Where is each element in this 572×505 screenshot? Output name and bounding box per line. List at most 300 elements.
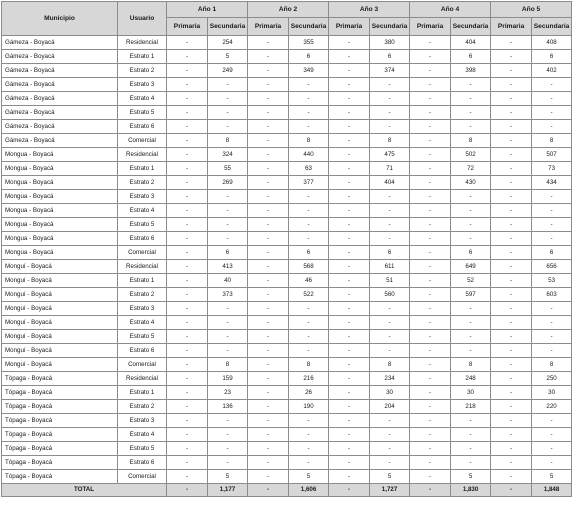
usuario-cell: Estrato 1 (118, 50, 167, 64)
municipio-cell: Gámeza - Boyacá (2, 64, 118, 78)
secundaria-cell: - (370, 92, 410, 106)
primaria-cell: - (329, 302, 370, 316)
primaria-cell: - (329, 162, 370, 176)
primaria-cell: - (491, 358, 532, 372)
secundaria-cell: 40 (208, 274, 248, 288)
primaria-cell: - (167, 232, 208, 246)
primaria-cell: - (491, 92, 532, 106)
table-row (2, 358, 572, 372)
secundaria-cell: 373 (208, 288, 248, 302)
secundaria-cell: - (289, 218, 329, 232)
primaria-cell: - (410, 302, 451, 316)
table-row (2, 204, 572, 218)
total-cell: - (329, 484, 370, 497)
primaria-cell: - (329, 246, 370, 260)
secundaria-cell: 8 (289, 134, 329, 148)
primaria-cell: - (248, 190, 289, 204)
municipio-cell: Gámeza - Boyacá (2, 106, 118, 120)
secundaria-cell: - (208, 316, 248, 330)
secundaria-cell: - (289, 442, 329, 456)
secundaria-cell: 8 (532, 134, 572, 148)
secundaria-cell: - (451, 428, 491, 442)
primaria-cell: - (410, 204, 451, 218)
primaria-cell: - (491, 470, 532, 484)
usuario-cell: Estrato 5 (118, 106, 167, 120)
secundaria-cell: 6 (370, 246, 410, 260)
primaria-cell: - (248, 428, 289, 442)
primaria-cell: - (167, 302, 208, 316)
table-row (2, 456, 572, 470)
usuario-cell: Comercial (118, 134, 167, 148)
secundaria-cell: - (451, 204, 491, 218)
secundaria-cell: - (289, 344, 329, 358)
primaria-cell: - (410, 414, 451, 428)
table-row (2, 372, 572, 386)
secundaria-cell: 52 (451, 274, 491, 288)
municipio-cell: Gámeza - Boyacá (2, 50, 118, 64)
primaria-cell: - (410, 36, 451, 50)
table-row (2, 316, 572, 330)
primaria-cell: - (167, 414, 208, 428)
header-primaria: Primaria (410, 18, 451, 36)
primaria-cell: - (248, 218, 289, 232)
primaria-cell: - (410, 372, 451, 386)
secundaria-cell: 218 (451, 400, 491, 414)
secundaria-cell: 8 (451, 134, 491, 148)
primaria-cell: - (491, 414, 532, 428)
secundaria-cell: 374 (370, 64, 410, 78)
secundaria-cell: 413 (208, 260, 248, 274)
municipio-cell: Monguí - Boyacá (2, 344, 118, 358)
header-year-5: Año 5 (491, 2, 572, 18)
primaria-cell: - (329, 414, 370, 428)
secundaria-cell: 6 (370, 50, 410, 64)
primaria-cell: - (248, 442, 289, 456)
header-year-2: Año 2 (248, 2, 329, 18)
table-row (2, 176, 572, 190)
secundaria-cell: - (451, 78, 491, 92)
secundaria-cell: 30 (532, 386, 572, 400)
primaria-cell: - (491, 400, 532, 414)
primaria-cell: - (491, 302, 532, 316)
primaria-cell: - (491, 330, 532, 344)
municipio-cell: Monguí - Boyacá (2, 302, 118, 316)
primaria-cell: - (329, 260, 370, 274)
primaria-cell: - (410, 470, 451, 484)
primaria-cell: - (491, 442, 532, 456)
secundaria-cell: - (532, 344, 572, 358)
usuario-cell: Estrato 3 (118, 78, 167, 92)
secundaria-cell: 234 (370, 372, 410, 386)
primaria-cell: - (491, 190, 532, 204)
table-row (2, 302, 572, 316)
primaria-cell: - (248, 64, 289, 78)
secundaria-cell: - (289, 232, 329, 246)
table-row (2, 120, 572, 134)
table-row (2, 260, 572, 274)
secundaria-cell: - (208, 456, 248, 470)
primaria-cell: - (248, 400, 289, 414)
municipio-cell: Tópaga - Boyacá (2, 372, 118, 386)
table-row (2, 274, 572, 288)
secundaria-cell: 250 (532, 372, 572, 386)
primaria-cell: - (410, 50, 451, 64)
secundaria-cell: - (451, 302, 491, 316)
secundaria-cell: - (289, 316, 329, 330)
header-municipio: Municipio (2, 2, 118, 36)
secundaria-cell: 55 (208, 162, 248, 176)
primaria-cell: - (491, 288, 532, 302)
primaria-cell: - (329, 120, 370, 134)
table-row (2, 64, 572, 78)
table-row (2, 36, 572, 50)
secundaria-cell: - (451, 442, 491, 456)
secundaria-cell: 46 (289, 274, 329, 288)
secundaria-cell: - (289, 92, 329, 106)
primaria-cell: - (410, 386, 451, 400)
table-body (2, 36, 572, 484)
primaria-cell: - (167, 428, 208, 442)
secundaria-cell: - (208, 120, 248, 134)
primaria-cell: - (329, 134, 370, 148)
primaria-cell: - (248, 316, 289, 330)
primaria-cell: - (248, 176, 289, 190)
secundaria-cell: - (532, 120, 572, 134)
secundaria-cell: - (289, 414, 329, 428)
municipio-cell: Mongua - Boyacá (2, 246, 118, 260)
table-row (2, 218, 572, 232)
primaria-cell: - (167, 134, 208, 148)
secundaria-cell: - (370, 106, 410, 120)
primaria-cell: - (248, 50, 289, 64)
table-row (2, 92, 572, 106)
primaria-cell: - (410, 358, 451, 372)
primaria-cell: - (167, 64, 208, 78)
municipio-cell: Mongua - Boyacá (2, 232, 118, 246)
table-row (2, 162, 572, 176)
primaria-cell: - (491, 274, 532, 288)
table-row (2, 428, 572, 442)
primaria-cell: - (329, 36, 370, 50)
primaria-cell: - (329, 176, 370, 190)
secundaria-cell: 204 (370, 400, 410, 414)
header-year-1: Año 1 (167, 2, 248, 18)
secundaria-cell: 159 (208, 372, 248, 386)
primaria-cell: - (329, 92, 370, 106)
primaria-cell: - (167, 50, 208, 64)
primaria-cell: - (248, 386, 289, 400)
primaria-cell: - (329, 78, 370, 92)
primaria-cell: - (167, 260, 208, 274)
primaria-cell: - (167, 218, 208, 232)
secundaria-cell: 248 (451, 372, 491, 386)
secundaria-cell: - (370, 302, 410, 316)
secundaria-cell: - (532, 204, 572, 218)
municipio-cell: Tópaga - Boyacá (2, 414, 118, 428)
municipio-cell: Gámeza - Boyacá (2, 36, 118, 50)
primaria-cell: - (410, 246, 451, 260)
primaria-cell: - (329, 386, 370, 400)
primaria-cell: - (248, 470, 289, 484)
usuario-cell: Estrato 1 (118, 162, 167, 176)
secundaria-cell: 5 (370, 470, 410, 484)
secundaria-cell: - (208, 442, 248, 456)
secundaria-cell: - (370, 428, 410, 442)
usuario-cell: Estrato 2 (118, 64, 167, 78)
header-year-4: Año 4 (410, 2, 491, 18)
primaria-cell: - (491, 64, 532, 78)
secundaria-cell: 408 (532, 36, 572, 50)
primaria-cell: - (167, 190, 208, 204)
secundaria-cell: 190 (289, 400, 329, 414)
primaria-cell: - (248, 358, 289, 372)
data-table (1, 1, 572, 497)
primaria-cell: - (167, 148, 208, 162)
secundaria-cell: - (289, 428, 329, 442)
primaria-cell: - (167, 204, 208, 218)
table-footer (2, 484, 572, 497)
primaria-cell: - (410, 288, 451, 302)
secundaria-cell: - (451, 120, 491, 134)
table-row (2, 190, 572, 204)
primaria-cell: - (167, 330, 208, 344)
primaria-cell: - (248, 344, 289, 358)
primaria-cell: - (167, 176, 208, 190)
primaria-cell: - (329, 64, 370, 78)
secundaria-cell: - (532, 78, 572, 92)
table-row (2, 246, 572, 260)
secundaria-cell: - (532, 106, 572, 120)
secundaria-cell: - (532, 232, 572, 246)
secundaria-cell: - (289, 204, 329, 218)
usuario-cell: Estrato 6 (118, 120, 167, 134)
primaria-cell: - (491, 456, 532, 470)
header-secundaria: Secundaria (451, 18, 491, 36)
municipio-cell: Mongua - Boyacá (2, 162, 118, 176)
primaria-cell: - (248, 288, 289, 302)
primaria-cell: - (167, 442, 208, 456)
secundaria-cell: - (370, 442, 410, 456)
secundaria-cell: 30 (451, 386, 491, 400)
primaria-cell: - (410, 442, 451, 456)
primaria-cell: - (329, 316, 370, 330)
secundaria-cell: - (208, 92, 248, 106)
primaria-cell: - (329, 442, 370, 456)
secundaria-cell: 522 (289, 288, 329, 302)
primaria-cell: - (167, 470, 208, 484)
municipio-cell: Monguí - Boyacá (2, 260, 118, 274)
primaria-cell: - (248, 414, 289, 428)
secundaria-cell: 6 (532, 246, 572, 260)
primaria-cell: - (329, 344, 370, 358)
secundaria-cell: 560 (370, 288, 410, 302)
primaria-cell: - (491, 148, 532, 162)
secundaria-cell: 404 (451, 36, 491, 50)
table-row (2, 330, 572, 344)
total-cell: - (491, 484, 532, 497)
secundaria-cell: 398 (451, 64, 491, 78)
secundaria-cell: 656 (532, 260, 572, 274)
municipio-cell: Gámeza - Boyacá (2, 78, 118, 92)
primaria-cell: - (329, 456, 370, 470)
table-row (2, 50, 572, 64)
primaria-cell: - (248, 204, 289, 218)
primaria-cell: - (248, 78, 289, 92)
table-row (2, 414, 572, 428)
secundaria-cell: - (451, 456, 491, 470)
primaria-cell: - (329, 470, 370, 484)
secundaria-cell: 6 (451, 50, 491, 64)
secundaria-cell: - (208, 428, 248, 442)
primaria-cell: - (167, 120, 208, 134)
primaria-cell: - (491, 344, 532, 358)
secundaria-cell: - (451, 218, 491, 232)
secundaria-cell: 6 (289, 246, 329, 260)
secundaria-cell: - (451, 414, 491, 428)
primaria-cell: - (410, 218, 451, 232)
primaria-cell: - (491, 36, 532, 50)
usuario-cell: Estrato 1 (118, 386, 167, 400)
secundaria-cell: 51 (370, 274, 410, 288)
primaria-cell: - (410, 400, 451, 414)
primaria-cell: - (167, 358, 208, 372)
primaria-cell: - (248, 260, 289, 274)
primaria-cell: - (491, 260, 532, 274)
secundaria-cell: 72 (451, 162, 491, 176)
total-cell: - (167, 484, 208, 497)
primaria-cell: - (329, 400, 370, 414)
secundaria-cell: - (208, 78, 248, 92)
municipio-cell: Monguí - Boyacá (2, 274, 118, 288)
secundaria-cell: - (208, 232, 248, 246)
primaria-cell: - (329, 232, 370, 246)
primaria-cell: - (329, 428, 370, 442)
secundaria-cell: - (289, 106, 329, 120)
secundaria-cell: - (451, 232, 491, 246)
usuario-cell: Estrato 6 (118, 232, 167, 246)
primaria-cell: - (329, 274, 370, 288)
secundaria-cell: - (208, 344, 248, 358)
usuario-cell: Estrato 5 (118, 330, 167, 344)
secundaria-cell: - (208, 218, 248, 232)
secundaria-cell: 324 (208, 148, 248, 162)
secundaria-cell: - (451, 316, 491, 330)
total-row (2, 484, 572, 497)
municipio-cell: Mongua - Boyacá (2, 218, 118, 232)
secundaria-cell: - (451, 330, 491, 344)
secundaria-cell: 502 (451, 148, 491, 162)
header-primaria: Primaria (491, 18, 532, 36)
usuario-cell: Estrato 4 (118, 316, 167, 330)
primaria-cell: - (491, 316, 532, 330)
secundaria-cell: - (532, 456, 572, 470)
secundaria-cell: - (370, 204, 410, 218)
primaria-cell: - (167, 92, 208, 106)
secundaria-cell: 8 (208, 134, 248, 148)
municipio-cell: Gámeza - Boyacá (2, 120, 118, 134)
secundaria-cell: 5 (208, 470, 248, 484)
primaria-cell: - (410, 78, 451, 92)
municipio-cell: Mongua - Boyacá (2, 176, 118, 190)
primaria-cell: - (491, 428, 532, 442)
usuario-cell: Estrato 1 (118, 274, 167, 288)
secundaria-cell: 649 (451, 260, 491, 274)
secundaria-cell: - (370, 232, 410, 246)
header-primaria: Primaria (248, 18, 289, 36)
secundaria-cell: - (370, 344, 410, 358)
usuario-cell: Comercial (118, 246, 167, 260)
secundaria-cell: 8 (289, 358, 329, 372)
usuario-cell: Residencial (118, 148, 167, 162)
primaria-cell: - (329, 372, 370, 386)
secundaria-cell: - (289, 456, 329, 470)
usuario-cell: Comercial (118, 470, 167, 484)
header-secundaria: Secundaria (289, 18, 329, 36)
primaria-cell: - (410, 316, 451, 330)
secundaria-cell: - (532, 442, 572, 456)
table-row (2, 106, 572, 120)
municipio-cell: Monguí - Boyacá (2, 288, 118, 302)
primaria-cell: - (167, 78, 208, 92)
secundaria-cell: 8 (208, 358, 248, 372)
primaria-cell: - (329, 106, 370, 120)
primaria-cell: - (167, 36, 208, 50)
total-cell: 1,830 (451, 484, 491, 497)
primaria-cell: - (167, 288, 208, 302)
secundaria-cell: - (208, 302, 248, 316)
secundaria-cell: 404 (370, 176, 410, 190)
secundaria-cell: 30 (370, 386, 410, 400)
primaria-cell: - (410, 456, 451, 470)
secundaria-cell: - (370, 414, 410, 428)
primaria-cell: - (167, 162, 208, 176)
usuario-cell: Estrato 4 (118, 428, 167, 442)
primaria-cell: - (329, 358, 370, 372)
primaria-cell: - (248, 120, 289, 134)
primaria-cell: - (329, 50, 370, 64)
usuario-cell: Residencial (118, 372, 167, 386)
primaria-cell: - (167, 386, 208, 400)
table-row (2, 148, 572, 162)
total-label: TOTAL (2, 484, 167, 497)
primaria-cell: - (248, 246, 289, 260)
primaria-cell: - (491, 386, 532, 400)
municipio-cell: Tópaga - Boyacá (2, 386, 118, 400)
primaria-cell: - (491, 176, 532, 190)
total-cell: 1,848 (532, 484, 572, 497)
primaria-cell: - (410, 162, 451, 176)
primaria-cell: - (491, 232, 532, 246)
primaria-cell: - (248, 36, 289, 50)
usuario-cell: Estrato 6 (118, 344, 167, 358)
secundaria-cell: 475 (370, 148, 410, 162)
primaria-cell: - (410, 148, 451, 162)
header-secundaria: Secundaria (532, 18, 572, 36)
secundaria-cell: 23 (208, 386, 248, 400)
primaria-cell: - (491, 106, 532, 120)
primaria-cell: - (491, 50, 532, 64)
secundaria-cell: - (532, 190, 572, 204)
total-cell: - (410, 484, 451, 497)
usuario-cell: Estrato 6 (118, 456, 167, 470)
primaria-cell: - (329, 330, 370, 344)
municipio-cell: Tópaga - Boyacá (2, 400, 118, 414)
table-row (2, 470, 572, 484)
usuario-cell: Residencial (118, 260, 167, 274)
secundaria-cell: 603 (532, 288, 572, 302)
secundaria-cell: - (208, 204, 248, 218)
secundaria-cell: - (370, 78, 410, 92)
